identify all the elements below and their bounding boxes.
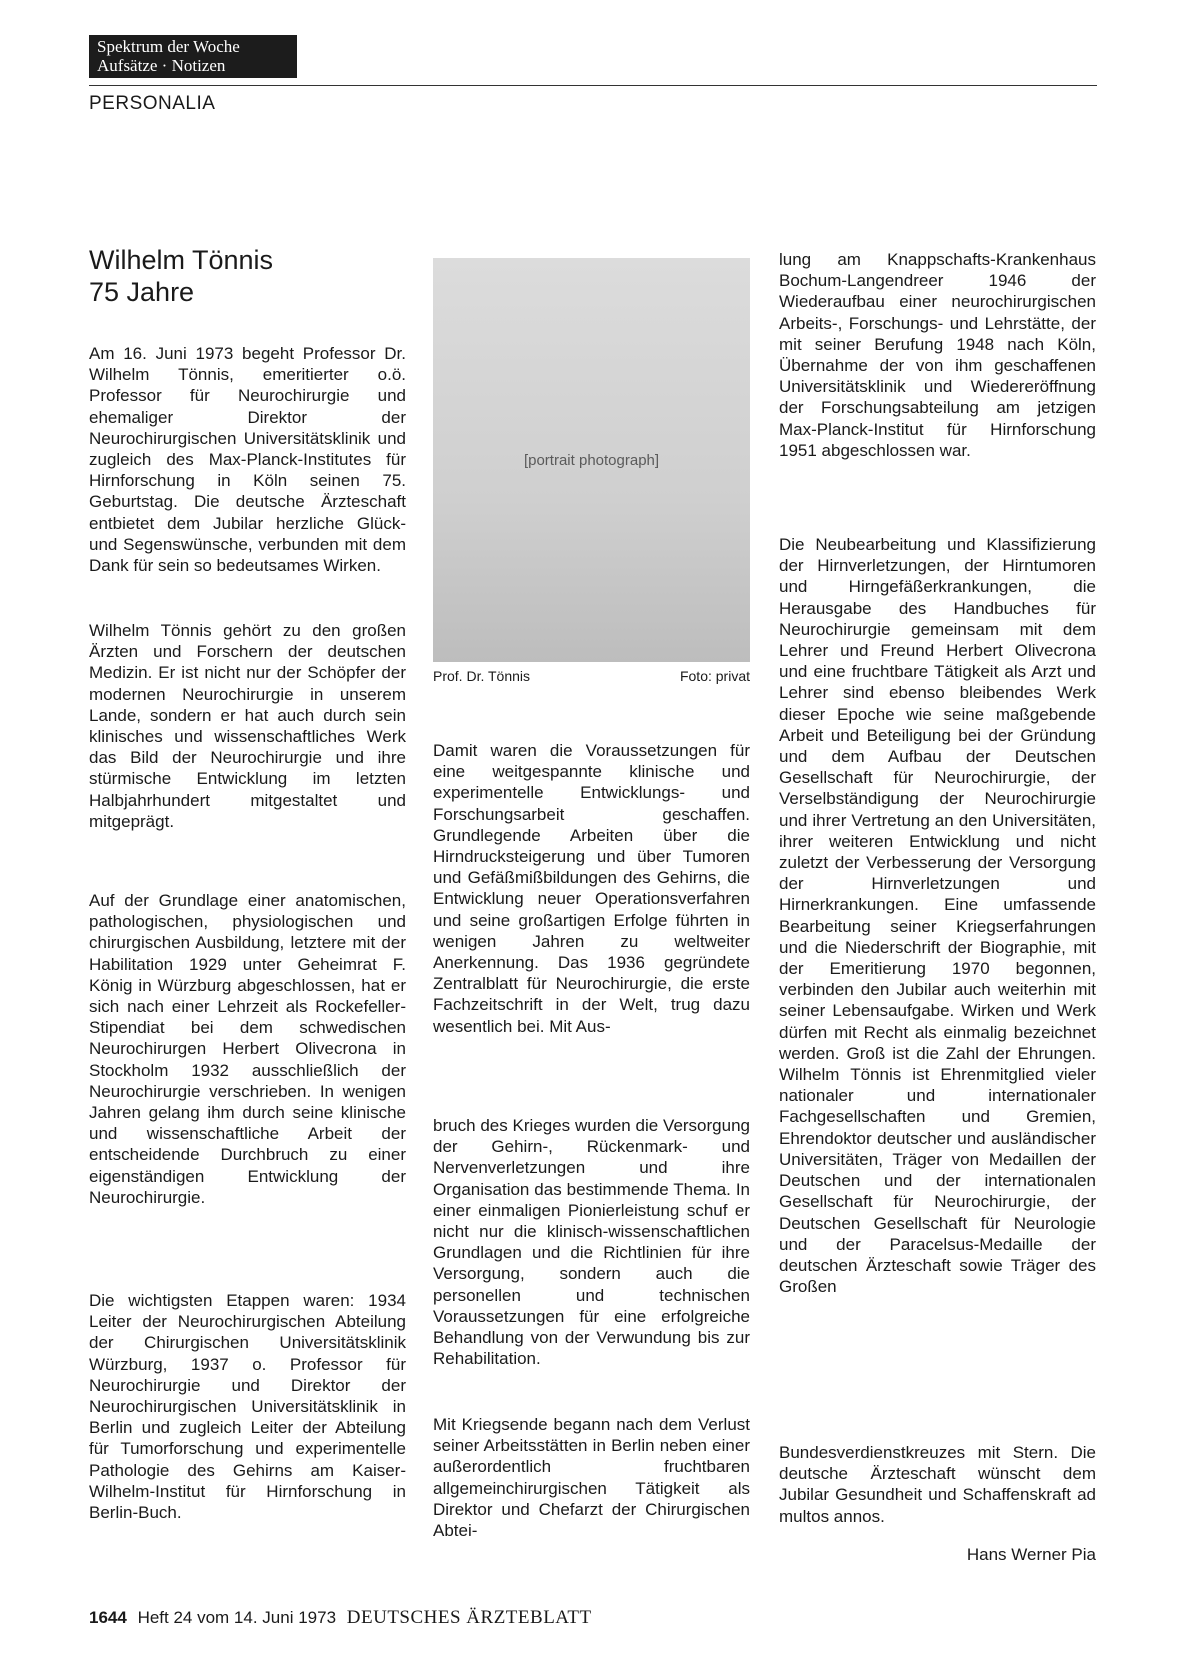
photo-caption [433,668,750,684]
column-1-part-2 [89,620,406,832]
column-1-part-3 [89,890,406,1208]
page-footer [89,1607,592,1629]
article-title [89,244,409,308]
section-label-box [89,35,297,78]
column-2-part-3 [433,1414,750,1541]
column-1-part-4 [89,1290,406,1523]
col3-paragraph-1: lung am Knappschafts-Krankenhaus Bochum-Langendreer 1946 der Wiederaufbau einer neurochirurgischen Arbeits-, Forschungs- und Lehrstätte, der mit seiner Berufung 1948 nach Köln, Übernahme der von ihm geschaffenen Universitätsklinik und Wiedereröffnung der Forschungsabteilung am jetzigen Max-Planck-Institut für Hirnforschung 1951 abgeschlossen war. [779,250,1096,460]
category-label: PERSONALIA [89,93,216,114]
col1-paragraph-4: Die wichtigsten Etappen waren: 1934 Leiter der Neurochirurgischen Abteilung der Chirurgischen Universitätsklinik Würzburg, 1937 o. Professor für Neurochirurgie und Direktor der Neurochirurgischen Universitätsklinik in Berlin und zugleich Leiter der Abteilung für Tumorforschung und experimentelle Pathologie des Gehirns am Kaiser-Wilhelm-Institut für Hirnforschung in Berlin-Buch. [89,1291,406,1523]
col1-paragraph-2: Wilhelm Tönnis gehört zu den großen Ärzten und Forschern der deutschen Medizin. Er ist nicht nur der Schöpfer der modernen Neurochirurgie in unserem Lande, sondern er hat auch durch sein klinisches und wissenschaftliches Werk das Bild der Neurochirurgie und ihre stürmische Entwicklung im letzten Halbjahrhundert mitgestaltet und mitgeprägt. [89,621,406,831]
col3-paragraph-3: Bundesverdienstkreuzes mit Stern. Die deutsche Ärzteschaft wünscht dem Jubilar Gesundheit und Schaffenskraft ad multos annos. [779,1443,1096,1526]
photo-caption-subject: Prof. Dr. Tönnis [433,668,531,684]
magazine-name: DEUTSCHES ÄRZTEBLATT [346,1607,592,1628]
article-title-line1: Wilhelm Tönnis [89,245,274,275]
author-signature: Hans Werner Pia [966,1545,1096,1564]
col3-paragraph-2: Die Neubearbeitung und Klassifizierung der Hirnverletzungen, der Hirntumoren und Hirngefäßerkrankungen, die Herausgabe des Handbuches für Neurochirurgie gemeinsam mit dem Lehrer und Freund Herbert Olivecrona und eine fruchtbare Tätigkeit als Arzt und Lehrer sind ebenso bleibendes Werk dieser Epoche wie seine maßgebende Arbeit und Beteiligung bei der Gründung und dem Aufbau der Deutschen Gesellschaft für Neurochirurgie, der Verselbständigung der Neurochirurgie und ihrer Vertretung an den Universitäten, ihrer weiteren Entwicklung und nicht zuletzt der Verbesserung der Versorgung der Hirnverletzungen und Hirnerkrankungen. Eine umfassende Bearbeitung seiner Kriegserfahrungen und die Niederschrift der Biographie, mit der Emeritierung 1970 begonnen, verbinden den Jubilar auch weiterhin mit seiner Lebensaufgabe. Wirken und Werk dürfen mit Recht als einmalig bezeichnet werden. Groß ist die Zahl der Ehrungen. Wilhelm Tönnis ist Ehrenmitglied vieler nationaler und internationaler Fachgesellschaften und Gremien, Ehrendoktor deutscher und ausländischer Universitäten, Träger von Medaillen der Deutschen und der internationalen Gesellschaft für Neurochirurgie, der Deutschen Gesellschaft für Neurologie und der Paracelsus-Medaille der deutschen Ärzteschaft sowie Träger des Großen [779,535,1096,1297]
col1-paragraph-1: Am 16. Juni 1973 begeht Professor Dr. Wilhelm Tönnis, emeritierter o.ö. Professor für Neurochirurgie und ehemaliger Direktor der Neurochirurgischen Universitätsklinik und zugleich des Max-Planck-Institutes für Hirnforschung in Köln seinen 75. Geburtstag. Die deutsche Ärzteschaft entbietet dem Jubilar herzliche Glück- und Segenswünsche, verbunden mit dem Dank für sein so bedeutsames Wirken. [89,344,406,576]
page-number: 1644 [89,1608,127,1627]
section-label-line1: Spektrum der Woche [97,37,240,56]
article-title-line2: 75 Jahre [89,277,195,307]
column-2 [433,740,750,1037]
section-label-line2: Aufsätze · Notizen [97,56,226,75]
column-3-part-3 [779,1442,1096,1527]
portrait-photo: [portrait photograph] [433,258,750,662]
col2-paragraph-2: bruch des Krieges wurden die Versorgung der Gehirn-, Rückenmark- und Nervenverletzungen und ihre Organisation das bestimmende Thema. In einer einmaligen Pionierleistung schuf er nicht nur die klinisch-wissenschaftlichen Grundlagen und die Richtlinien für ihre Versorgung, sondern auch die personellen und technischen Voraussetzungen für eine erfolgreiche Behandlung von der Verwundung bis zur Rehabilitation. [433,1116,750,1369]
column-2-part-2 [433,1115,750,1369]
col2-paragraph-3: Mit Kriegsende begann nach dem Verlust seiner Arbeitsstätten in Berlin neben einer außerordentlich fruchtbaren allgemeinchirurgischen Tätigkeit als Direktor und Chefarzt der Chirurgischen Abtei- [433,1415,750,1541]
photo-credit: Foto: privat [679,668,750,684]
col2-paragraph-1: Damit waren die Voraussetzungen für eine weitgespannte klinische und experimentelle Entwicklungs- und Forschungsarbeit geschaffen. Grundlegende Arbeiten über die Hirndrucksteigerung und über Tumoren und Gefäßmißbildungen des Gehirns, die Entwicklung neuer Operationsverfahren und seine großartigen Erfolge führten in wenigen Jahren zu weltweiter Anerkennung. Das 1936 gegründete Zentralblatt für Neurochirurgie, die erste Fachzeitschrift in der Welt, trug dazu wesentlich bei. Mit Aus- [433,741,750,1036]
header-rule [89,85,1097,86]
column-3-part-2 [779,534,1096,1297]
col1-paragraph-3: Auf der Grundlage einer anatomischen, pathologischen, physiologischen und chirurgischen Ausbildung, letztere mit der Habilitation 1929 unter Geheimrat F. König in Würzburg abgeschlossen, hat er sich nach einer Lehrzeit als Rockefeller-Stipendiat bei dem schwedischen Neurochirurgen Herbert Olivecrona in Stockholm 1932 ausschließlich der Neurochirurgie verschrieben. In wenigen Jahren gelang ihm durch seine klinische und wissenschaftliche Arbeit der entscheidende Durchbruch zu einer eigenständigen Entwicklung der Neurochirurgie. [89,891,406,1207]
column-1 [89,343,406,576]
column-3 [779,249,1096,461]
issue-info: Heft 24 vom 14. Juni 1973 [137,1608,337,1627]
